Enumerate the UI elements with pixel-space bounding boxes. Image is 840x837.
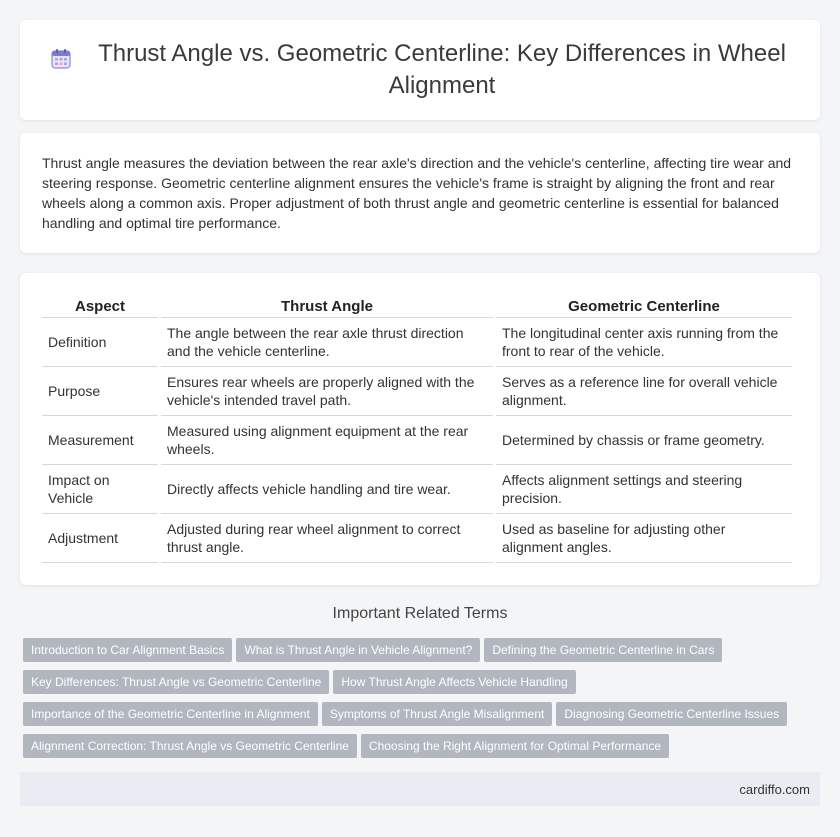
thrust-cell: Directly affects vehicle handling and tire wear. <box>161 465 493 514</box>
comparison-card <box>20 273 820 585</box>
geometric-cell: Serves as a reference line for overall vehicle alignment. <box>496 367 792 416</box>
related-term-link[interactable]: What is Thrust Angle in Vehicle Alignment? <box>236 638 480 662</box>
page-title: Thrust Angle vs. Geometric Centerline: Key Differences in Wheel Alignment <box>98 40 786 99</box>
aspect-cell: Measurement <box>42 416 158 465</box>
footer-site-name[interactable]: cardiffo.com <box>739 781 810 797</box>
related-term-link[interactable]: Key Differences: Thrust Angle vs Geometric Centerline <box>23 670 329 694</box>
table-row <box>42 416 792 465</box>
related-term-link[interactable]: Introduction to Car Alignment Basics <box>23 638 232 662</box>
summary-text: Thrust angle measures the deviation between the rear axle's direction and the vehicle's centerline, affecting tire wear and steering response. Geometric centerline alignment ensures the vehicle's frame is straight by aligning the front and rear wheels along a common axis. Proper adjustment of both thrust angle and geometric centerline is essential for balanced handling and optimal tire performance. <box>42 155 792 231</box>
thrust-cell: Measured using alignment equipment at the rear wheels. <box>161 416 493 465</box>
table-row <box>42 367 792 416</box>
footer <box>20 772 820 806</box>
thrust-cell: The angle between the rear axle thrust direction and the vehicle centerline. <box>161 318 493 367</box>
related-term-link[interactable]: Defining the Geometric Centerline in Cars <box>484 638 722 662</box>
table-header-row <box>42 293 792 318</box>
geometric-cell: Used as baseline for adjusting other alignment angles. <box>496 514 792 563</box>
related-term-link[interactable]: How Thrust Angle Affects Vehicle Handling <box>333 670 575 694</box>
related-term-link[interactable]: Symptoms of Thrust Angle Misalignment <box>322 702 553 726</box>
related-term-link[interactable]: Alignment Correction: Thrust Angle vs Geometric Centerline <box>23 734 357 758</box>
header-geometric-centerline: Geometric Centerline <box>496 293 792 318</box>
table-row <box>42 465 792 514</box>
geometric-cell: Affects alignment settings and steering precision. <box>496 465 792 514</box>
related-terms-title: Important Related Terms <box>332 605 508 622</box>
header-aspect: Aspect <box>42 293 158 318</box>
thrust-cell: Ensures rear wheels are properly aligned with the vehicle's intended travel path. <box>161 367 493 416</box>
related-term-link[interactable]: Importance of the Geometric Centerline in Alignment <box>23 702 318 726</box>
related-terms-list <box>23 638 823 766</box>
summary-card <box>20 133 820 253</box>
thrust-cell: Adjusted during rear wheel alignment to correct thrust angle. <box>161 514 493 563</box>
comparison-table <box>39 293 795 563</box>
aspect-cell: Definition <box>42 318 158 367</box>
table-row <box>42 514 792 563</box>
table-row <box>42 318 792 367</box>
header-thrust-angle: Thrust Angle <box>161 293 493 318</box>
geometric-cell: The longitudinal center axis running from the front to rear of the vehicle. <box>496 318 792 367</box>
geometric-cell: Determined by chassis or frame geometry. <box>496 416 792 465</box>
aspect-cell: Adjustment <box>42 514 158 563</box>
header-card <box>20 20 820 120</box>
calendar-icon <box>50 48 72 70</box>
aspect-cell: Impact on Vehicle <box>42 465 158 514</box>
related-term-link[interactable]: Choosing the Right Alignment for Optimal Performance <box>361 734 669 758</box>
related-term-link[interactable]: Diagnosing Geometric Centerline Issues <box>556 702 787 726</box>
aspect-cell: Purpose <box>42 367 158 416</box>
